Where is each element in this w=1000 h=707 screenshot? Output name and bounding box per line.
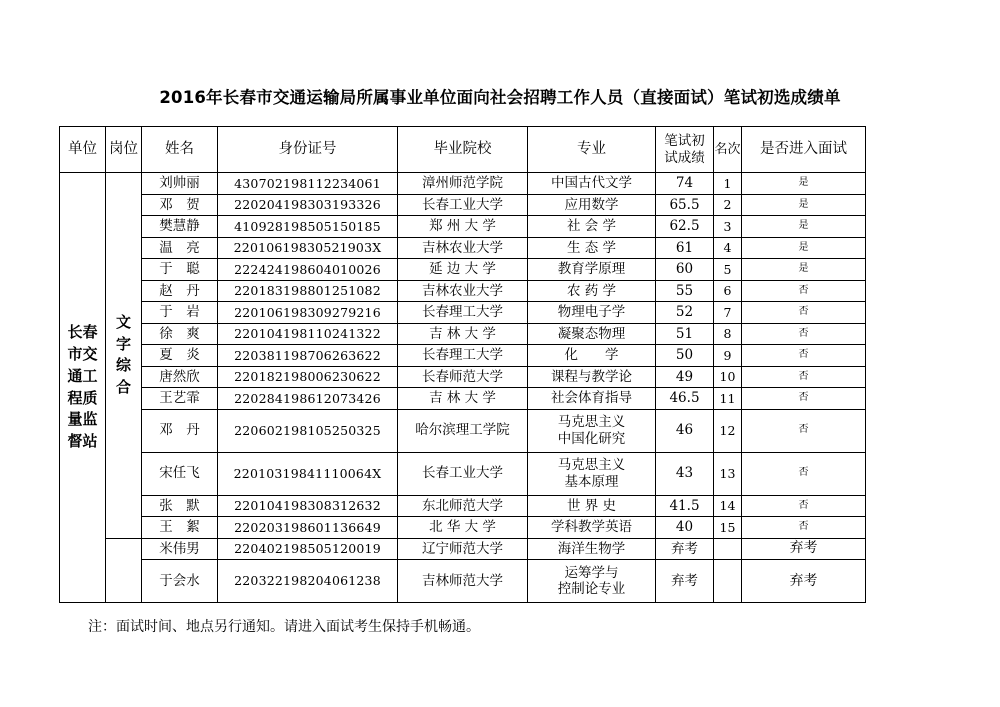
school: 北 华 大 学	[398, 517, 528, 539]
advance-status: 弃考	[742, 538, 866, 560]
score: 62.5	[656, 216, 714, 238]
major-line-2: 中国化研究	[557, 430, 626, 447]
score: 55	[656, 280, 714, 302]
major-line-2: 基本原理	[564, 473, 619, 490]
score: 61	[656, 237, 714, 259]
advance-status: 否	[742, 452, 866, 495]
table-row	[60, 388, 866, 410]
id-number: 220203198601136649	[218, 517, 398, 539]
school: 吉 林 大 学	[398, 323, 528, 345]
major: 社会体育指导	[528, 388, 656, 410]
score: 43	[656, 452, 714, 495]
candidate-name: 王艺霏	[142, 388, 218, 410]
candidate-name: 王 絮	[142, 517, 218, 539]
score: 41.5	[656, 495, 714, 517]
school: 延 边 大 学	[398, 259, 528, 281]
candidate-name: 米伟男	[142, 538, 218, 560]
major: 世 界 史	[528, 495, 656, 517]
candidate-name: 于 岩	[142, 302, 218, 324]
post-cell-empty	[106, 538, 142, 603]
school: 长春理工大学	[398, 302, 528, 324]
candidate-name: 温 亮	[142, 237, 218, 259]
candidate-name: 于 聪	[142, 259, 218, 281]
table-row	[60, 409, 866, 452]
advance-status: 否	[742, 388, 866, 410]
school: 长春工业大学	[398, 194, 528, 216]
major: 中国古代文学	[528, 173, 656, 195]
score: 49	[656, 366, 714, 388]
candidate-name: 赵 丹	[142, 280, 218, 302]
table-row	[60, 495, 866, 517]
header-unit: 单位	[60, 127, 106, 173]
header-advance: 是否进入面试	[742, 127, 866, 173]
post-label: 文字综合	[115, 312, 131, 396]
advance-status: 否	[742, 345, 866, 367]
advance-status: 是	[742, 237, 866, 259]
score: 46.5	[656, 388, 714, 410]
candidate-name: 徐 爽	[142, 323, 218, 345]
id-number: 220104198308312632	[218, 495, 398, 517]
school: 吉林师范大学	[398, 560, 528, 603]
score-table	[59, 126, 866, 603]
table-row	[60, 560, 866, 603]
table-row	[60, 173, 866, 195]
score: 51	[656, 323, 714, 345]
advance-status: 弃考	[742, 560, 866, 603]
table-row	[60, 452, 866, 495]
candidate-name: 樊慧静	[142, 216, 218, 238]
major: 海洋生物学	[528, 538, 656, 560]
id-number: 430702198112234061	[218, 173, 398, 195]
rank: 13	[714, 452, 742, 495]
post-cell	[106, 173, 142, 539]
rank: 7	[714, 302, 742, 324]
candidate-name: 邓 贺	[142, 194, 218, 216]
table-row	[60, 237, 866, 259]
id-number: 220381198706263622	[218, 345, 398, 367]
advance-status: 是	[742, 216, 866, 238]
id-number: 22010619830521903X	[218, 237, 398, 259]
rank: 14	[714, 495, 742, 517]
id-number: 220104198110241322	[218, 323, 398, 345]
id-number: 220284198612073426	[218, 388, 398, 410]
rank: 15	[714, 517, 742, 539]
major: 化 学	[528, 345, 656, 367]
advance-status: 否	[742, 280, 866, 302]
score: 65.5	[656, 194, 714, 216]
advance-status: 否	[742, 323, 866, 345]
advance-status: 否	[742, 302, 866, 324]
rank: 1	[714, 173, 742, 195]
school: 郑 州 大 学	[398, 216, 528, 238]
major-wrap	[558, 457, 626, 489]
candidate-name: 夏 炎	[142, 345, 218, 367]
table-row	[60, 323, 866, 345]
major-wrap	[558, 414, 626, 446]
advance-status: 是	[742, 259, 866, 281]
school: 吉林农业大学	[398, 237, 528, 259]
rank: 12	[714, 409, 742, 452]
candidate-name: 于会水	[142, 560, 218, 603]
school: 辽宁师范大学	[398, 538, 528, 560]
rank: 5	[714, 259, 742, 281]
score: 弃考	[656, 560, 714, 603]
major: 教育学原理	[528, 259, 656, 281]
id-number: 220402198505120019	[218, 538, 398, 560]
major: 生 态 学	[528, 237, 656, 259]
table-row	[60, 345, 866, 367]
advance-status: 否	[742, 366, 866, 388]
unit-cell	[60, 173, 106, 603]
school: 吉 林 大 学	[398, 388, 528, 410]
major: 凝聚态物理	[528, 323, 656, 345]
header-score	[656, 127, 714, 173]
major-line-1: 马克思主义	[557, 414, 626, 431]
major	[528, 452, 656, 495]
major: 应用数学	[528, 194, 656, 216]
page-title: 2016年长春市交通运输局所属事业单位面向社会招聘工作人员（直接面试）笔试初选成绩单	[159, 88, 841, 107]
score: 50	[656, 345, 714, 367]
major-wrap	[558, 565, 626, 597]
advance-status: 否	[742, 409, 866, 452]
score: 40	[656, 517, 714, 539]
major-line-1: 马克思主义	[557, 457, 626, 474]
rank: 4	[714, 237, 742, 259]
major: 课程与教学论	[528, 366, 656, 388]
candidate-name: 唐然欣	[142, 366, 218, 388]
rank: 9	[714, 345, 742, 367]
id-number: 220204198303193326	[218, 194, 398, 216]
major: 学科教学英语	[528, 517, 656, 539]
candidate-name: 宋任飞	[142, 452, 218, 495]
rank: 2	[714, 194, 742, 216]
major: 物理电子学	[528, 302, 656, 324]
table-row	[60, 216, 866, 238]
table-row	[60, 517, 866, 539]
candidate-name: 邓 丹	[142, 409, 218, 452]
footnote: 注：面试时间、地点另行通知。请进入面试考生保持手机畅通。	[88, 619, 480, 635]
advance-status: 是	[742, 173, 866, 195]
header-id: 身份证号	[218, 127, 398, 173]
school: 吉林农业大学	[398, 280, 528, 302]
school: 哈尔滨理工学院	[398, 409, 528, 452]
major: 社 会 学	[528, 216, 656, 238]
header-major: 专业	[528, 127, 656, 173]
candidate-name: 刘帅丽	[142, 173, 218, 195]
score: 52	[656, 302, 714, 324]
advance-status: 否	[742, 517, 866, 539]
major-line-2: 控制论专业	[557, 581, 626, 597]
rank	[714, 538, 742, 560]
id-number: 220322198204061238	[218, 560, 398, 603]
major: 农 药 学	[528, 280, 656, 302]
rank: 6	[714, 280, 742, 302]
school: 东北师范大学	[398, 495, 528, 517]
candidate-name: 张 默	[142, 495, 218, 517]
rank: 3	[714, 216, 742, 238]
rank	[714, 560, 742, 603]
school: 漳州师范学院	[398, 173, 528, 195]
header-row	[60, 127, 866, 173]
advance-status: 否	[742, 495, 866, 517]
id-number: 220182198006230622	[218, 366, 398, 388]
id-number: 220183198801251082	[218, 280, 398, 302]
header-score-label: 笔试初试成绩	[664, 133, 705, 166]
id-number: 410928198505150185	[218, 216, 398, 238]
id-number: 220106198309279216	[218, 302, 398, 324]
id-number: 220602198105250325	[218, 409, 398, 452]
header-name: 姓名	[142, 127, 218, 173]
id-number: 222424198604010026	[218, 259, 398, 281]
header-school: 毕业院校	[398, 127, 528, 173]
table-row	[60, 538, 866, 560]
advance-status: 是	[742, 194, 866, 216]
table-row	[60, 280, 866, 302]
school: 长春工业大学	[398, 452, 528, 495]
school: 长春理工大学	[398, 345, 528, 367]
table-row	[60, 366, 866, 388]
score: 60	[656, 259, 714, 281]
id-number: 22010319841110064X	[218, 452, 398, 495]
table-row	[60, 259, 866, 281]
major-line-1: 运筹学与	[564, 564, 619, 581]
rank: 11	[714, 388, 742, 410]
rank: 8	[714, 323, 742, 345]
table-row	[60, 302, 866, 324]
score: 46	[656, 409, 714, 452]
score: 74	[656, 173, 714, 195]
header-rank: 名次	[714, 127, 742, 173]
major	[528, 409, 656, 452]
score: 弃考	[656, 538, 714, 560]
rank: 10	[714, 366, 742, 388]
unit-label: 长春市交通工程质量监督站	[67, 323, 98, 450]
school: 长春师范大学	[398, 366, 528, 388]
header-post: 岗位	[106, 127, 142, 173]
table-row	[60, 194, 866, 216]
major	[528, 560, 656, 603]
